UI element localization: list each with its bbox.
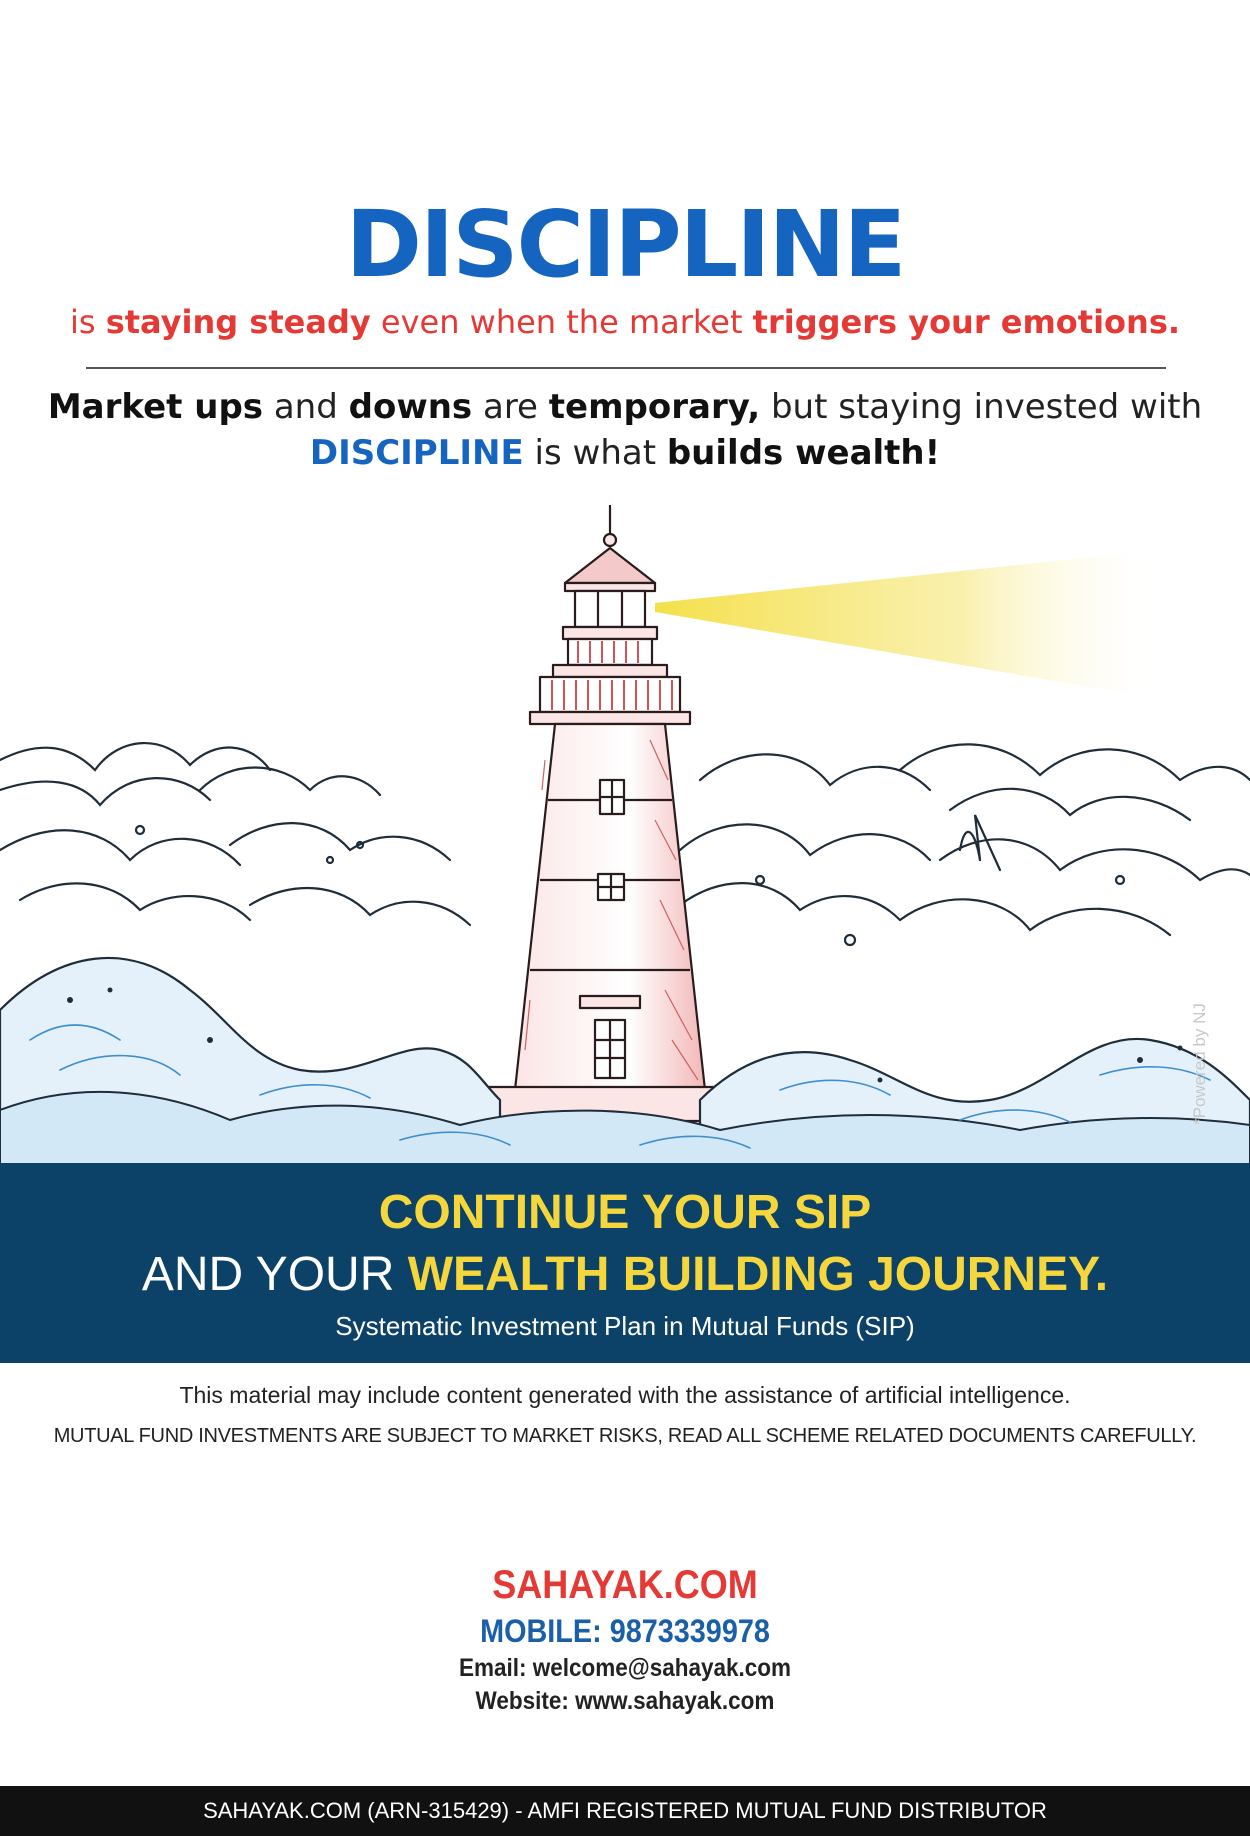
banner-line-3: Systematic Investment Plan in Mutual Funds (SIP) (335, 1311, 915, 1341)
banner-line-2-highlight: WEALTH BUILDING JOURNEY. (407, 1248, 1109, 1301)
lighthouse-illustration (0, 500, 1250, 1165)
message-emphasis: temporary, (548, 387, 761, 427)
message-discipline: DISCIPLINE (309, 433, 524, 473)
brand-name: SAHAYAK.COM (492, 1563, 758, 1607)
message-emphasis: builds wealth! (666, 433, 941, 473)
risk-disclaimer: MUTUAL FUND INVESTMENTS ARE SUBJECT TO MARKET RISKS, READ ALL SCHEME RELATED DOCUMENTS CAREFULLY. (53, 1425, 1197, 1447)
message-text: are (472, 387, 549, 427)
message-text: but staying invested with (760, 387, 1203, 427)
website-address: Website: www.sahayak.com (475, 1687, 775, 1715)
light-beam-icon (655, 550, 1165, 700)
banner-line-2-plain: AND YOUR (141, 1248, 408, 1301)
ai-disclaimer: This material may include content generated with the assistance of artificial intelligence. (179, 1382, 1071, 1408)
message-emphasis: downs (348, 387, 473, 427)
footer-bar: SAHAYAK.COM (ARN-315429) - AMFI REGISTERED MUTUAL FUND DISTRIBUTOR (0, 1786, 1250, 1836)
contact-block (0, 1560, 1250, 1718)
subheadline-emphasis: triggers your emotions. (752, 303, 1181, 341)
message-text: and (263, 387, 349, 427)
headline: DISCIPLINE (345, 191, 905, 298)
banner-line-1: CONTINUE YOUR SIP (378, 1186, 872, 1239)
subheadline-emphasis: staying steady (105, 303, 371, 341)
subheadline (0, 302, 1250, 342)
sip-banner (0, 1163, 1250, 1363)
lighthouse-icon (480, 505, 720, 1121)
watermark: *Powered by NJ (1190, 1003, 1209, 1125)
email-address: Email: welcome@sahayak.com (458, 1654, 792, 1682)
subheadline-part: is (69, 303, 106, 341)
message-emphasis: Market ups (47, 387, 264, 427)
divider (86, 367, 1166, 369)
key-message (0, 384, 1250, 476)
mobile-number: MOBILE: 9873339978 (480, 1613, 770, 1649)
banner-line-2 (0, 1247, 1250, 1303)
message-text: is what (523, 433, 667, 473)
subheadline-part: even when the market (370, 303, 753, 341)
